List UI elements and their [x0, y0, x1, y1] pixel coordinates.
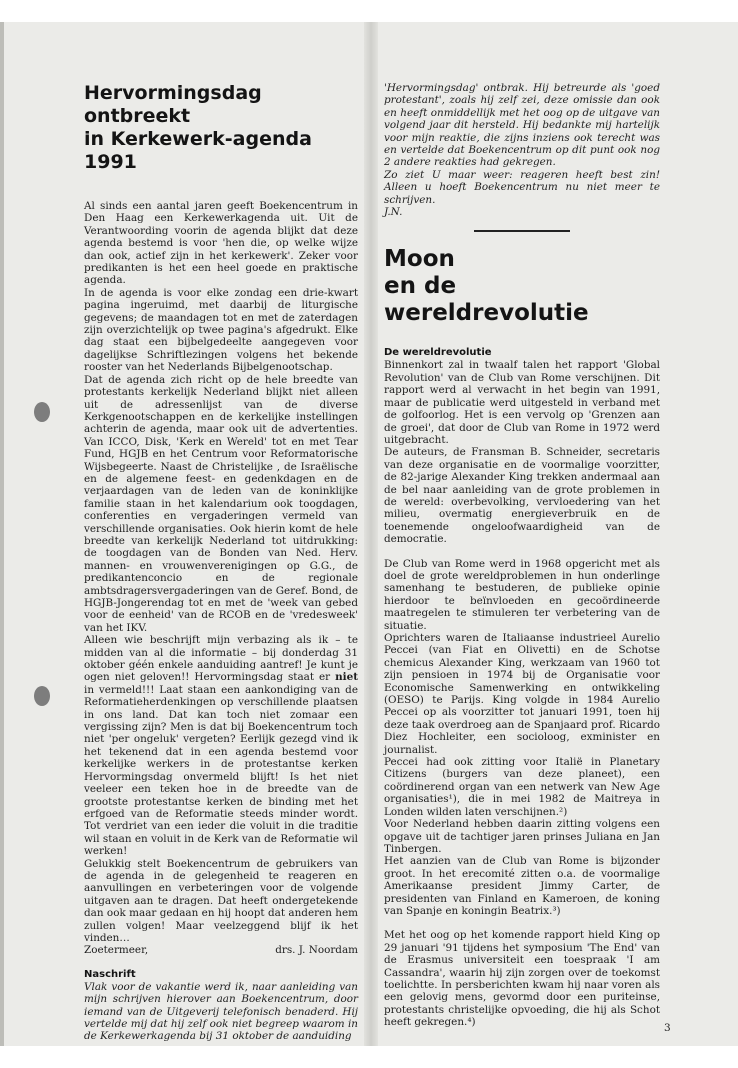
binder-hole-lower: [34, 686, 50, 706]
right-column: [384, 82, 660, 1029]
right-paragraph-6: Voor Nederland hebben daarin zitting volgens een opgave uit de tachtiger jaren prinses Juliana en Jan Tinbergen.: [384, 818, 660, 855]
right-paragraph-3: De Club van Rome werd in 1968 opgericht met als doel de grote wereldproblemen in hun onderlinge samenhang te bestuderen, de publieke opinie hierdoor te beïnvloeden en gecoördineerde maatregelen te stimuleren ter verbetering van de situatie.: [384, 557, 660, 632]
right-paragraph-2: De auteurs, de Fransman B. Schneider, secretaris van deze organisatie en de voormalige voorzitter, de 82-jarige Alexander King trekken andermaal aan de bel naar aanleiding van de grote problemen in de wereld: overbevolking, vervloedering van het milieu, overmatig energieverbruik en de toenemende ongeloofwaardigheid van de democratie.: [384, 446, 660, 546]
right-article-title: [384, 246, 660, 327]
left-paragraph-4: [84, 634, 358, 857]
left-paragraph-1: Al sinds een aantal jaren geeft Boekencentrum in Den Haag een Kerkewerkagenda uit. Uit de Verantwoording voorin de agenda blijkt dat deze agenda bestemd is voor 'hen die, op welke wijze dan ook, actief zijn in het kerkewerk'. Zeker voor predikanten is het een heel goede en praktische agenda.: [84, 200, 358, 287]
right-paragraph-4: Oprichters waren de Italiaanse industrieel Aurelio Peccei (van Fiat en Olivetti) en de Schotse chemicus Alexander King, werkzaam van 1960 tot zijn pensioen in 1974 bij de Organisatie voor Economische Samenwerking en ontwikkeling (OESO) te Parijs. King volgde in 1984 Aurelio Peccei op als voorzitter tot januari 1991, toen hij deze taak overdroeg aan de Spanjaard prof. Ricardo Diez Hochleiter, een socioloog, exminister en journalist.: [384, 632, 660, 756]
para4-text-end: in vermeld!!! Laat staan een aankondiging van de Reformatieherdenkingen op verschillende plaatsen in ons land. Dat kan toch niet zomaar een vergissing zijn? Men is dat bij Boekencentrum toch niet 'per ongeluk' vergeten? Eerlijk gezegd vind ik het tekenend dat in een agenda bestemd voor kerkelijke werkers in de protestantse kerken Hervormingsdag onvermeld blijft! Is het niet veeleer een teken hoe in de breedte van de grootste protestantse kerken de binding met het erfgoed van de Reformatie steeds minder wordt. Tot verdriet van een ieder die voluit in die traditie wil staan en voluit in de Kerk van de Reformatie wil werken!: [84, 683, 358, 858]
naschrift-text: Vlak voor de vakantie werd ik, naar aanleiding van mijn schrijven hierover aan Boekencentrum, door iemand van de Uitgeverij telefonisch benaderd. Hij vertelde mij dat hij zelf ook niet begreep waarom in de Kerkewerkagenda bij 31 oktober de aanduiding: [84, 980, 358, 1043]
naschrift-closing: Zo ziet U maar weer: reageren heeft best zin! Alleen u hoeft Boekencentrum nu niet meer te schrijven.: [384, 168, 660, 206]
left-paragraph-5: Gelukkig stelt Boekencentrum de gebruikers van de agenda in de gelegenheid te reageren en aanvullingen en verbeteringen voor de volgende uitgaven aan te dragen. Dat heeft ondergetekende dan ook maar gedaan en hij hoopt dat anderen hem zullen volgen! Maar veelzeggend blijf ik het vinden…: [84, 857, 358, 944]
left-paragraph-3: Dat de agenda zich richt op de hele breedte van protestants kerkelijk Nederland blijkt niet alleen uit de adressenlijst van de diverse Kerkgenootschappen en de kerkelijke instellingen achterin de agenda, maar ook uit de advertenties. Van ICCO, Disk, 'Kerk en Wereld' tot en met Tear Fund, HGJB en het Centrum voor Reformatorische Wijsbegeerte. Naast de Christelijke , de Israëlische en de algemene feest- en gedenkdagen en de verjaardagen van de leden van de koninklijke familie staan in het kalendarium ook toogdagen, conferenties en vergaderingen vermeld van verschillende organisaties. Ook hierin komt de hele breedte van kerkelijk Nederland tot uitdrukking: de toogdagen van de Bonden van Ned. Herv. mannen- en vrouwenverenigingen op G.G., de predikantenconcio en de regionale ambtsdragersvergaderingen van de Geref. Bond, de HGJB-Jongerendag tot en met de 'week van gebed voor de eenheid' van de RCOB en de 'vredesweek' van het IKV.: [84, 373, 358, 634]
right-title-line-2: en de wereldrevolutie: [384, 273, 589, 327]
naschrift-continued: 'Hervormingsdag' ontbrak. Hij betreurde als 'goed protestant', zoals hij zelf zei, deze omissie dan ook en heeft onmiddellijk met het oog op de uitgave van volgend jaar dit hersteld. Hij bedankte mij hartelijk voor mijn reaktie, die zijns inziens ook terecht was en vertelde dat Boekencentrum op dit punt ook nog 2 andere reakties had gekregen.: [384, 82, 660, 169]
signature-name: drs. J. Noordam: [275, 944, 358, 957]
para4-bold-word: niet: [335, 671, 358, 684]
left-title-line-1: Hervormingsdag ontbreekt: [84, 82, 262, 127]
right-title-line-1: Moon: [384, 246, 455, 273]
naschrift-heading: Naschrift: [84, 968, 136, 980]
signature-place: Zoetermeer,: [84, 944, 149, 957]
right-paragraph-5: Peccei had ook zitting voor Italië in Planetary Citizens (burgers van deze planeet), een coördinerend organ van een netwerk van New Age organisaties¹), die in mei 1982 de Maitreya in Londen wilden laten verschijnen.²): [384, 756, 660, 818]
book-spine: [364, 22, 378, 1046]
left-column: [84, 82, 358, 1043]
top-margin: [0, 0, 738, 22]
page-number: 3: [664, 1022, 671, 1034]
right-paragraph-1: Binnenkort zal in twaalf talen het rapport 'Global Revolution' van de Club van Rome verschijnen. Dit rapport werd al verwacht in het begin van 1991, maar de publicatie werd uitgesteld in verband met de golfoorlog. Het is een vervolg op 'Grenzen aan de groei', dat door de Club van Rome in 1972 werd uitgebracht.: [384, 359, 660, 446]
page-edge-shadow: [0, 22, 4, 1046]
left-title-line-2: in Kerkewerk-agenda 1991: [84, 128, 312, 173]
left-paragraph-2: In de agenda is voor elke zondag een drie-kwart pagina ingeruimd, met daarbij de liturgische gegevens; de maandagen tot en met de zaterdagen zijn overzichtelijk op twee pagina's afgedrukt. Elke dag staat een bijbelgedeelte aangegeven voor dagelijkse Schriftlezingen volgens het bekende rooster van het Nederlands Bijbelgenootschap.: [84, 286, 358, 374]
para4-text-start: Alleen wie beschrijft mijn verbazing als ik – te midden van al die informatie – bij donderdag 31 oktober géén enkele aanduiding aantref! Je kunt je ogen niet geloven!! Hervormingsdag staat er: [84, 634, 358, 684]
right-paragraph-7: Het aanzien van de Club van Rome is bijzonder groot. In het erecomité zitten o.a. de voormalige Amerikaanse president Jimmy Carter, de presidenten van Finland en Kameroen, de koning van Spanje en koningin Beatrix.³): [384, 855, 660, 917]
left-article-title: [84, 82, 358, 174]
signature-line: [84, 944, 358, 956]
right-subheading: De wereldrevolutie: [384, 347, 492, 359]
binder-hole-upper: [34, 402, 50, 422]
right-paragraph-8: Met het oog op het komende rapport hield King op 29 januari '91 tijdens het symposium 'The End' van de Erasmus universiteit een toespraak 'I am Cassandra', waarin hij zijn zorgen over de toekomst toelichtte. In persberichten kwam hij naar voren als een gelovig mens, gevormd door een puriteinse, protestants christelijke opvoeding, die hij als Schot heeft gekregen.⁴): [384, 929, 660, 1029]
naschrift-initials: J.N.: [384, 206, 403, 219]
section-divider: [474, 230, 570, 232]
bottom-margin: [0, 1046, 738, 1068]
